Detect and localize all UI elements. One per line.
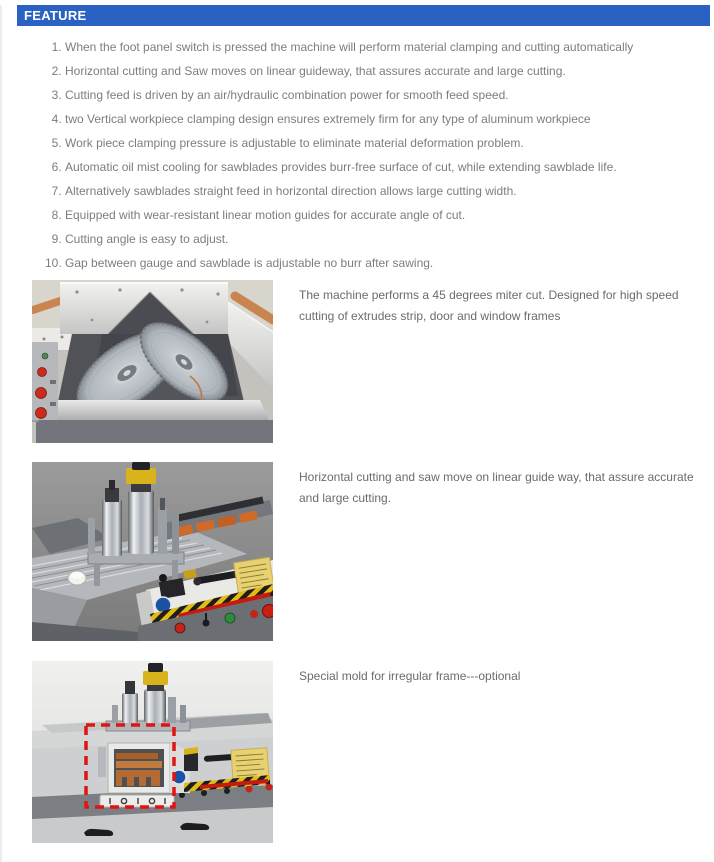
figure-row-special-mold: [32, 661, 714, 843]
special-mold-illustration: [32, 661, 273, 843]
feature-item: 10. Gap between gauge and sawblade is adjustable no burr after sawing.: [65, 256, 714, 271]
feature-item: 6. Automatic oil mist cooling for sawblades provides burr-free surface of cut, while extending sawblade life.: [65, 160, 714, 175]
feature-item: 9. Cutting angle is easy to adjust.: [65, 232, 714, 247]
figure-row-miter-cut: [32, 280, 714, 443]
clamping-cylinder-illustration: [32, 462, 273, 641]
feature-item: 1. When the foot panel switch is pressed the machine will perform material clamping and cutting automatically: [65, 40, 714, 55]
figure-caption: Horizontal cutting and saw move on linear guide way, that assure accurate and large cutting.: [299, 470, 694, 505]
feature-item: 7. Alternatively sawblades straight feed in horizontal direction allows large cutting width.: [65, 184, 714, 199]
figure-caption: The machine performs a 45 degrees miter cut. Designed for high speed cutting of extrudes strip, door and window frames: [299, 288, 679, 323]
feature-header: [17, 5, 710, 26]
special-mold-photo: [32, 661, 273, 843]
feature-list: [2, 40, 714, 271]
feature-item: 8. Equipped with wear-resistant linear motion guides for accurate angle of cut.: [65, 208, 714, 223]
feature-item: 2. Horizontal cutting and Saw moves on linear guideway, that assures accurate and large cutting.: [65, 64, 714, 79]
figure-caption: Special mold for irregular frame---optional: [299, 669, 521, 683]
feature-item: 3. Cutting feed is driven by an air/hydraulic combination power for smooth feed speed.: [65, 88, 714, 103]
feature-item: 5. Work piece clamping pressure is adjustable to eliminate material deformation problem.: [65, 136, 714, 151]
dual-sawblade-illustration: [32, 280, 273, 443]
feature-header-label: FEATURE: [24, 8, 87, 23]
figure-row-horizontal-cutting: [32, 462, 714, 641]
dual-sawblade-photo: [32, 280, 273, 443]
feature-item: 4. two Vertical workpiece clamping design ensures extremely firm for any type of aluminum workpiece: [65, 112, 714, 127]
clamping-cylinder-photo: [32, 462, 273, 641]
feature-page: [0, 5, 714, 862]
